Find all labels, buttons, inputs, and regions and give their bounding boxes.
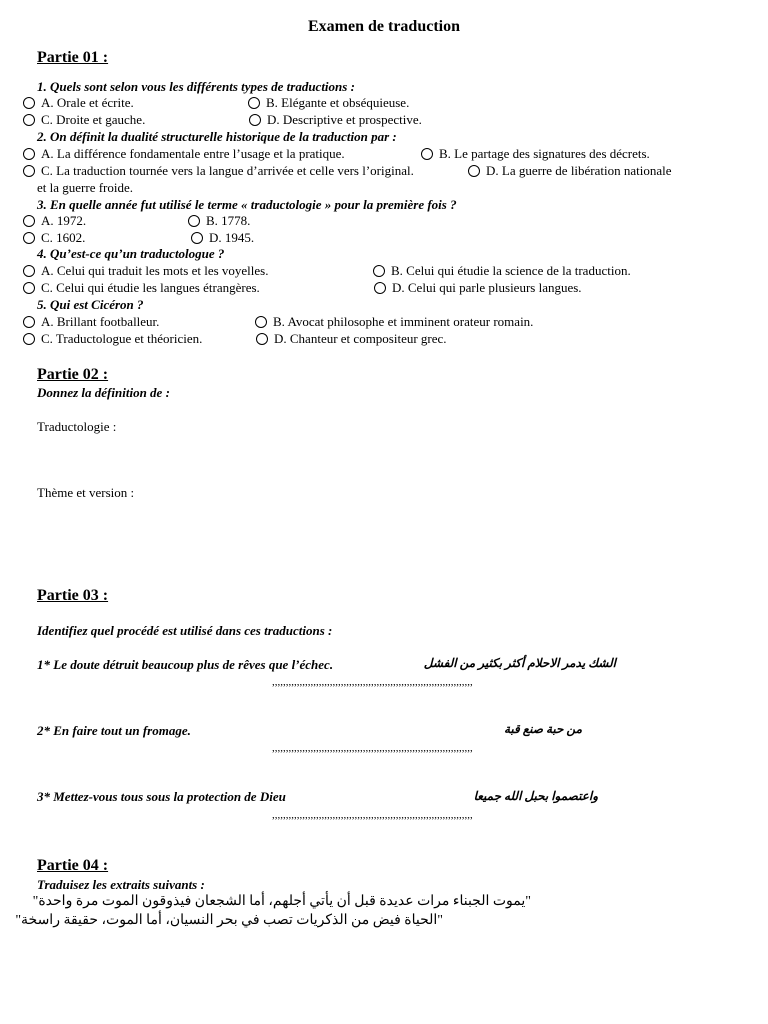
radio-icon[interactable]: [374, 282, 386, 294]
q5-option-a[interactable]: A. Brillant footballeur.: [23, 314, 159, 329]
radio-icon[interactable]: [188, 215, 200, 227]
q1-option-b[interactable]: B. Elégante et obséquieuse.: [248, 95, 409, 110]
radio-icon[interactable]: [23, 333, 35, 345]
q2-option-d[interactable]: D. La guerre de libération nationale: [468, 163, 672, 178]
radio-icon[interactable]: [421, 148, 433, 160]
q4-option-d[interactable]: D. Celui qui parle plusieurs langues.: [374, 280, 582, 295]
question-2: 2. On définit la dualité structurelle historique de la traduction par :: [37, 129, 397, 144]
q5-option-c[interactable]: C. Traductologue et théoricien.: [23, 331, 202, 346]
radio-icon[interactable]: [248, 97, 260, 109]
q2-option-c[interactable]: C. La traduction tournée vers la langue d’arrivée et celle vers l’original.: [23, 163, 414, 178]
radio-icon[interactable]: [249, 114, 261, 126]
q1-option-d[interactable]: D. Descriptive et prospective.: [249, 112, 422, 127]
part3-item-2-fr: 2* En faire tout un fromage.: [37, 723, 191, 738]
part2-item-traductologie: Traductologie :: [37, 419, 117, 434]
radio-icon[interactable]: [23, 282, 35, 294]
part4-extract-2: "الحياة فيض من الذكريات تصب في بحر النسيان، أما الموت، حقيقة راسخة": [15, 913, 443, 928]
answer-line: ,,,,,,,,,,,,,,,,,,,,,,,,,,,,,,,,,,,,,,,,,,,,,,,,,,,,,,,,,,,,,,,,,,,,,,,,,: [272, 742, 473, 754]
part3-heading: Partie 03 :: [37, 587, 109, 604]
part3-instruction: Identifiez quel procédé est utilisé dans ces traductions :: [37, 623, 333, 638]
answer-line: ,,,,,,,,,,,,,,,,,,,,,,,,,,,,,,,,,,,,,,,,,,,,,,,,,,,,,,,,,,,,,,,,,,,,,,,,,: [272, 809, 473, 821]
part4-heading: Partie 04 :: [37, 857, 109, 874]
q2-option-a[interactable]: A. La différence fondamentale entre l’usage et la pratique.: [23, 146, 345, 161]
exam-title: Examen de traduction: [308, 18, 460, 35]
question-3: 3. En quelle année fut utilisé le terme « traductologie » pour la première fois ?: [37, 197, 457, 212]
q2-option-b[interactable]: B. Le partage des signatures des décrets.: [421, 146, 650, 161]
q4-option-b[interactable]: B. Celui qui étudie la science de la traduction.: [373, 263, 631, 278]
q2-option-d-continuation: et la guerre froide.: [37, 180, 134, 195]
part4-extract-1: "يموت الجبناء مرات عديدة قبل أن يأتي أجلهم، أما الشجعان فيذوقون الموت مرة واحدة": [32, 894, 531, 909]
part3-item-3-fr: 3* Mettez-vous tous sous la protection de Dieu: [37, 789, 286, 804]
part1-heading: Partie 01 :: [37, 49, 109, 66]
q4-option-a[interactable]: A. Celui qui traduit les mots et les voyelles.: [23, 263, 268, 278]
q1-option-a[interactable]: A. Orale et écrite.: [23, 95, 134, 110]
q4-option-c[interactable]: C. Celui qui étudie les langues étrangères.: [23, 280, 260, 295]
q3-option-c[interactable]: C. 1602.: [23, 230, 85, 245]
radio-icon[interactable]: [373, 265, 385, 277]
part3-item-2-ar: من حبة صنع قبة: [503, 722, 582, 736]
q5-option-b[interactable]: B. Avocat philosophe et imminent orateur romain.: [255, 314, 533, 329]
radio-icon[interactable]: [23, 265, 35, 277]
radio-icon[interactable]: [256, 333, 268, 345]
part4-instruction: Traduisez les extraits suivants :: [37, 877, 205, 892]
radio-icon[interactable]: [23, 165, 35, 177]
radio-icon[interactable]: [23, 148, 35, 160]
q5-option-d[interactable]: D. Chanteur et compositeur grec.: [256, 331, 447, 346]
question-1: 1. Quels sont selon vous les différents types de traductions :: [37, 79, 355, 94]
part3-item-1-fr: 1* Le doute détruit beaucoup plus de rêves que l’échec.: [37, 657, 334, 672]
question-5: 5. Qui est Cicéron ?: [37, 297, 144, 312]
radio-icon[interactable]: [255, 316, 267, 328]
part2-instruction: Donnez la définition de :: [37, 385, 170, 400]
q1-option-c[interactable]: C. Droite et gauche.: [23, 112, 145, 127]
radio-icon[interactable]: [23, 316, 35, 328]
radio-icon[interactable]: [23, 114, 35, 126]
q3-option-d[interactable]: D. 1945.: [191, 230, 254, 245]
part2-item-theme-version: Thème et version :: [37, 485, 135, 500]
radio-icon[interactable]: [23, 215, 35, 227]
radio-icon[interactable]: [191, 232, 203, 244]
radio-icon[interactable]: [468, 165, 480, 177]
part2-heading: Partie 02 :: [37, 366, 109, 383]
q3-option-b[interactable]: B. 1778.: [188, 213, 250, 228]
q3-option-a[interactable]: A. 1972.: [23, 213, 86, 228]
answer-line: ,,,,,,,,,,,,,,,,,,,,,,,,,,,,,,,,,,,,,,,,,,,,,,,,,,,,,,,,,,,,,,,,,,,,,,,,,: [272, 676, 473, 688]
part3-item-3-ar: واعتصموا بحبل الله جميعا: [473, 789, 598, 803]
radio-icon[interactable]: [23, 232, 35, 244]
part3-item-1-ar: الشك يدمر الاحلام أكثر بكثير من الفشل: [423, 656, 616, 670]
radio-icon[interactable]: [23, 97, 35, 109]
question-4: 4. Qu’est-ce qu’un traductologue ?: [37, 246, 225, 261]
